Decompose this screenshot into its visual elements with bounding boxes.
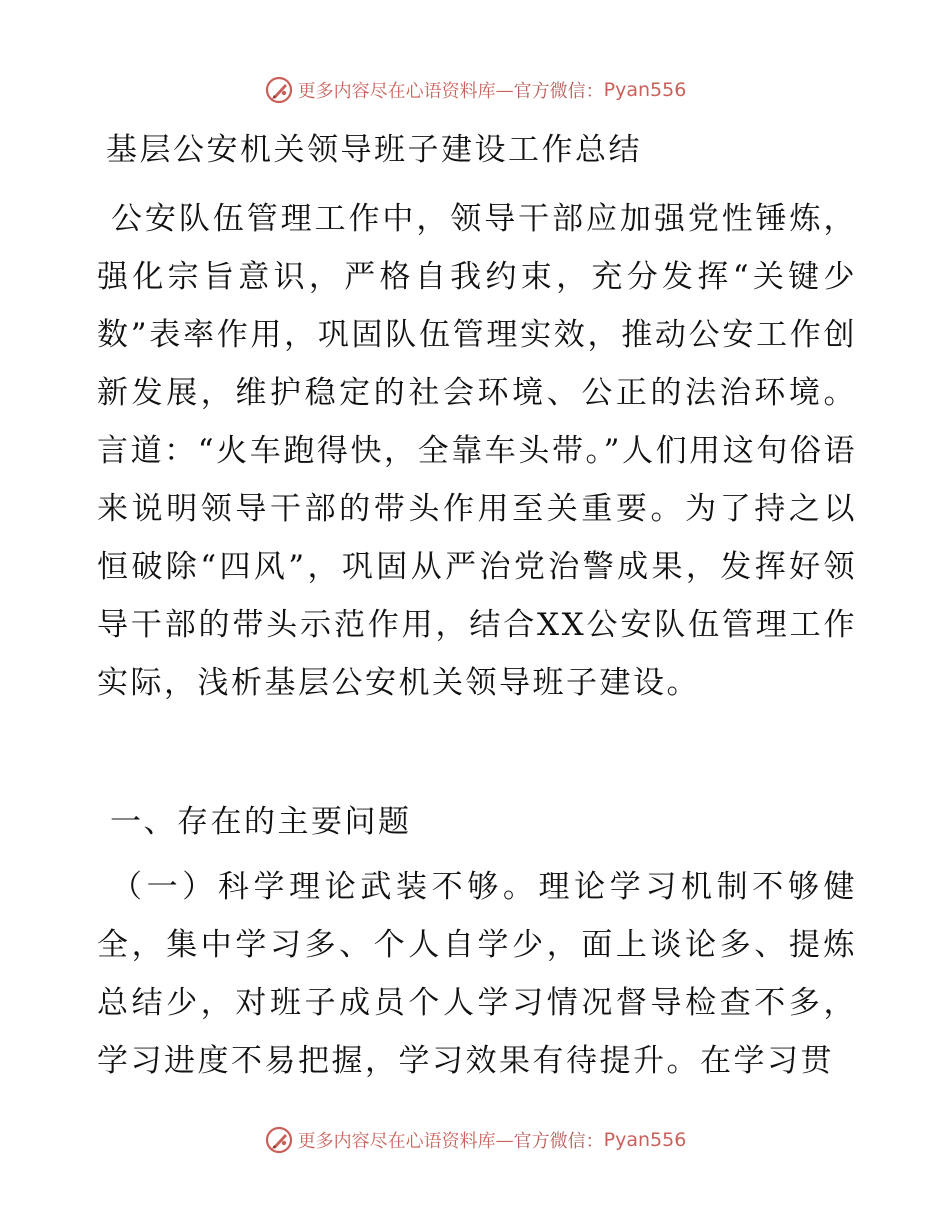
document-title: 基层公安机关领导班子建设工作总结 [106, 132, 642, 168]
watermark-label: 官方微信： [513, 1131, 604, 1152]
section-heading: 一、存在的主要问题 [110, 804, 412, 840]
quill-pen-logo-icon [264, 1125, 294, 1155]
watermark-wechat-id: Pyan556 [603, 1129, 687, 1151]
quill-pen-logo-icon [264, 75, 294, 105]
intro-paragraph: 公安队伍管理工作中，领导干部应加强党性锤炼，强化宗旨意识，严格自我约束，充分发挥“关键少数”表率作用，巩固队伍管理实效，推动公安工作创新发展，维护稳定的社会环境、公正的法治环境。言道：“火车跑得快，全靠车头带。”人们用这句俗语来说明领导干部的带头作用至关重要。为了持之以恒破除“四风”，巩固从严治党治警成果，发挥好领导干部的带头示范作用，结合XX公安队伍管理工作实际，浅析基层公安机关领导班子建设。 [97, 201, 857, 701]
watermark-separator: — [495, 1129, 514, 1151]
section-paragraph: （一）科学理论武装不够。理论学习机制不够健全，集中学习多、个人自学少，面上谈论多、提炼总结少，对班子成员个人学习情况督导检查不多，学习进度不易把握，学习效果有待提升。在学习贯 [97, 869, 857, 1079]
watermark-site: 更多内容尽在心语资料库 [297, 1131, 496, 1152]
watermark-site: 更多内容尽在心语资料库 [297, 81, 496, 102]
watermark-footer [0, 1120, 950, 1160]
watermark-wechat-id: Pyan556 [603, 79, 687, 101]
watermark-separator: — [495, 79, 514, 101]
watermark-header [0, 70, 950, 110]
watermark-label: 官方微信： [513, 81, 604, 102]
